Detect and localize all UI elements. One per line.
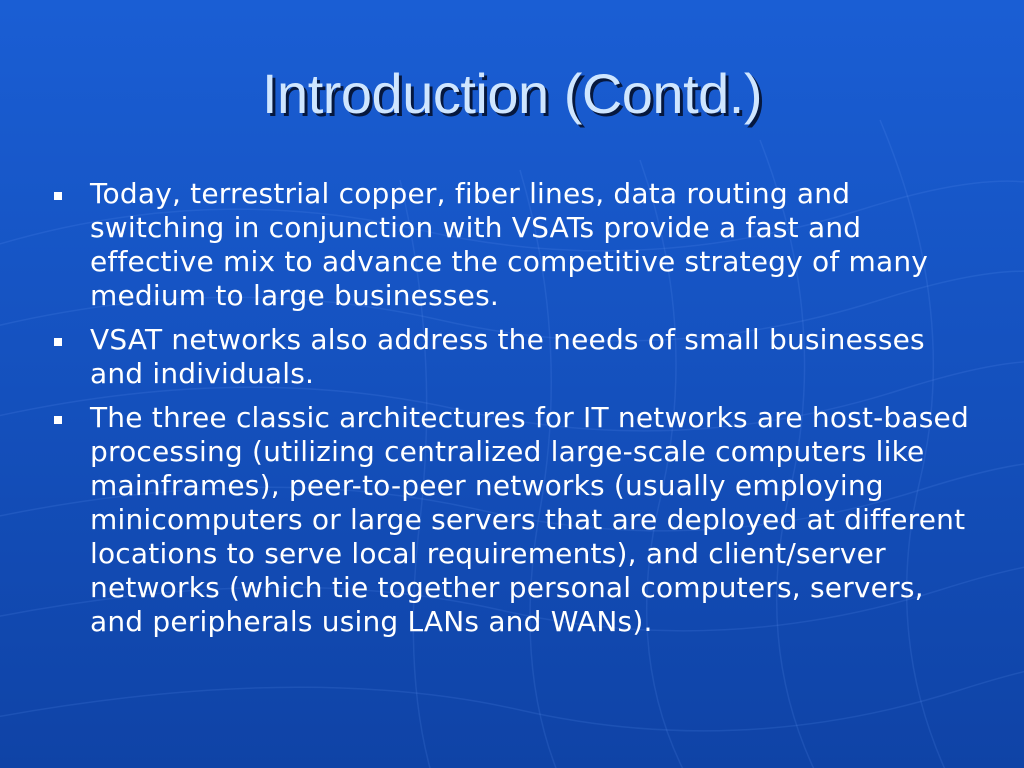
list-item: [50, 401, 980, 639]
list-item: [50, 177, 980, 313]
bullet-list: [50, 177, 980, 649]
square-bullet-icon: [54, 338, 62, 346]
list-item: [50, 323, 980, 391]
bullet-text: Today, terrestrial copper, fiber lines, data routing and switching in conjunction with VSATs provide a fast and effective mix to advance the competitive strategy of many medium to large businesses.: [90, 177, 929, 312]
slide-title: Introduction (Contd.): [262, 62, 762, 125]
square-bullet-icon: [54, 192, 62, 200]
square-bullet-icon: [54, 416, 62, 424]
bullet-text: The three classic architectures for IT networks are host-based processing (utilizing centralized large-scale computers like mainframes), peer-to-peer networks (usually employing minicomputers or large servers that are deployed at different locations to serve local requirements), and client/server networks (which tie together personal computers, servers, and peripherals using LANs and WANs).: [90, 401, 969, 638]
bullet-text: VSAT networks also address the needs of small businesses and individuals.: [90, 323, 925, 390]
